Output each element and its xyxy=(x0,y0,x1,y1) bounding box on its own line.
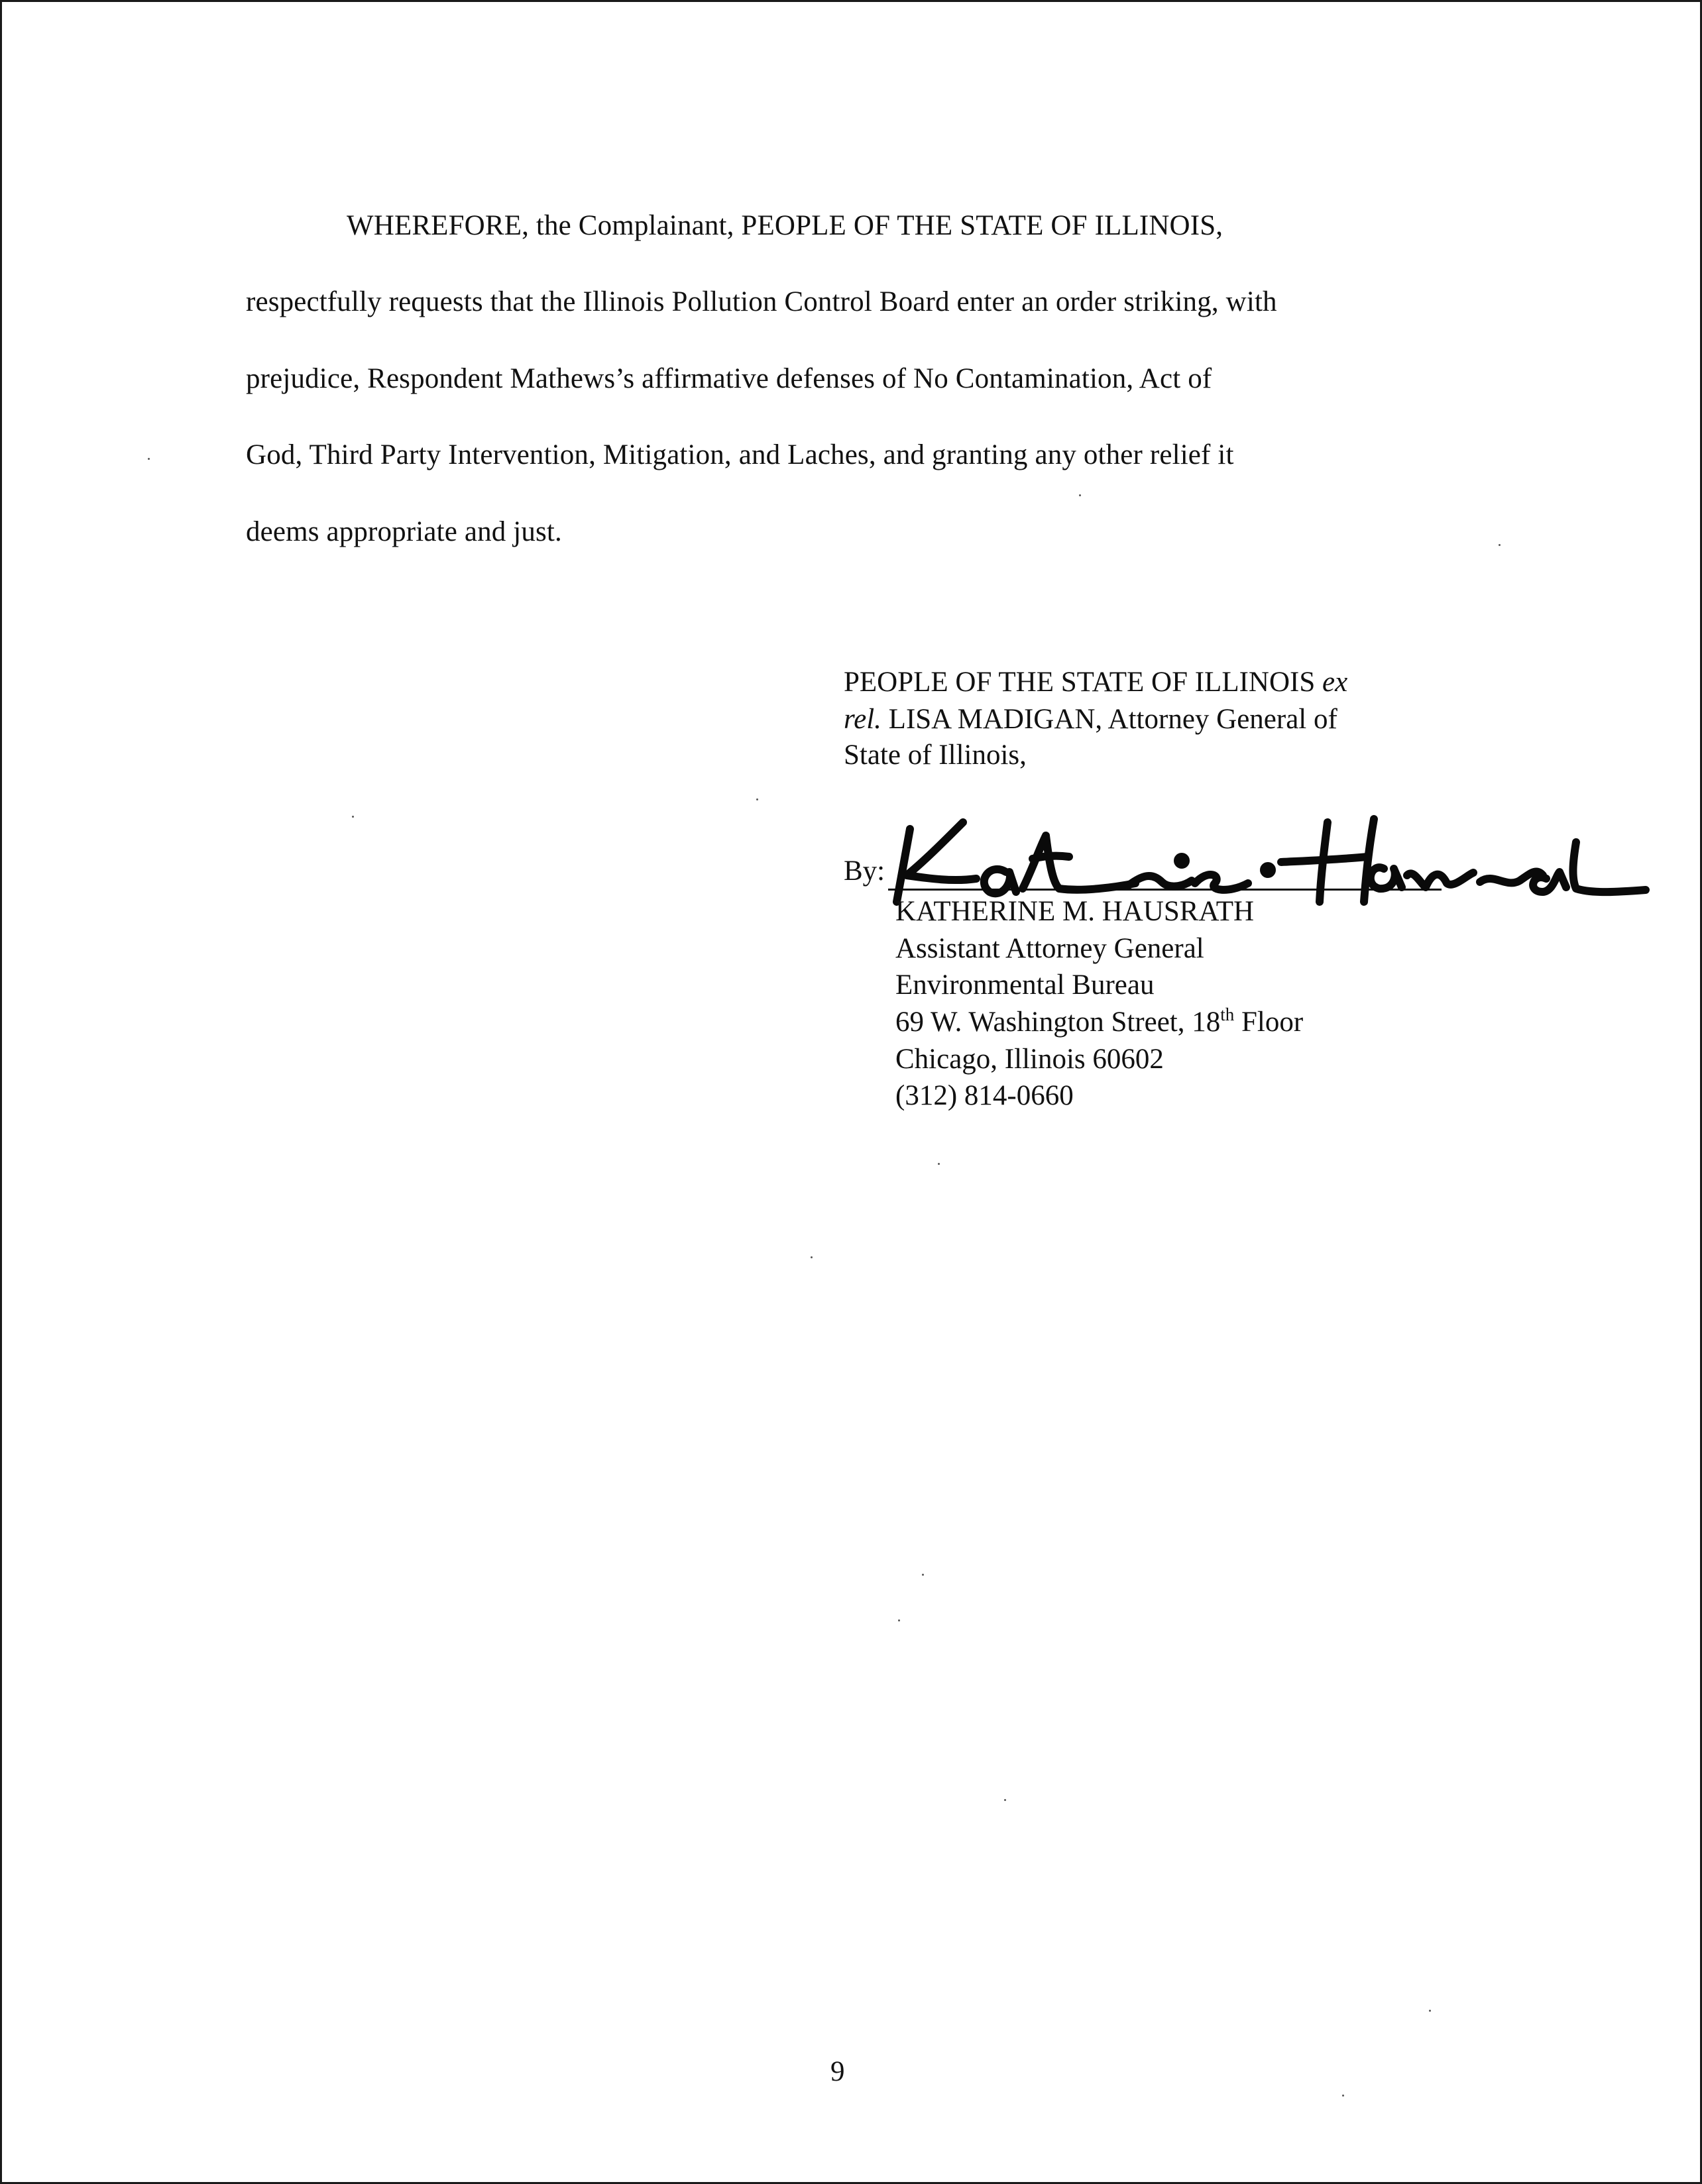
attorney-address xyxy=(895,1005,1304,1038)
body-line-4: God, Third Party Intervention, Mitigation, and Laches, and granting any other relief it xyxy=(246,439,1234,470)
party-line-3: State of Illinois, xyxy=(844,739,1027,771)
scan-speck xyxy=(1429,2010,1431,2012)
address-floor: Floor xyxy=(1234,1007,1304,1038)
attorney-city: Chicago, Illinois 60602 xyxy=(895,1044,1164,1075)
scan-speck xyxy=(922,1574,924,1576)
scan-speck xyxy=(898,1619,900,1621)
party-line-1-text: PEOPLE OF THE STATE OF ILLINOIS xyxy=(844,667,1322,698)
body-line-1: WHEREFORE, the Complainant, PEOPLE OF THE STATE OF ILLINOIS, xyxy=(347,210,1223,241)
by-label: By: xyxy=(844,855,885,887)
attorney-phone: (312) 814-0660 xyxy=(895,1080,1074,1111)
body-line-2: respectfully requests that the Illinois Pollution Control Board enter an order striking, with xyxy=(246,286,1277,317)
attorney-bureau: Environmental Bureau xyxy=(895,969,1155,1001)
address-ordinal: th xyxy=(1220,1005,1235,1024)
body-line-3: prejudice, Respondent Mathews’s affirmative defenses of No Contamination, Act of xyxy=(246,363,1212,394)
scan-speck xyxy=(148,458,150,460)
scan-speck xyxy=(1079,494,1081,496)
address-street: 69 W. Washington Street, 18 xyxy=(895,1007,1221,1038)
attorney-name: KATHERINE M. HAUSRATH xyxy=(895,896,1255,927)
party-line-2 xyxy=(844,705,1337,734)
scan-speck xyxy=(1004,1799,1006,1801)
scan-speck xyxy=(352,816,354,818)
page-number: 9 xyxy=(830,2056,845,2087)
scan-speck xyxy=(938,1163,940,1165)
party-line-2-text: LISA MADIGAN, Attorney General of xyxy=(881,704,1337,735)
handwritten-signature xyxy=(890,809,1652,908)
body-line-5: deems appropriate and just. xyxy=(246,516,562,547)
scan-speck xyxy=(811,1256,813,1258)
scan-speck xyxy=(1499,544,1501,546)
attorney-title: Assistant Attorney General xyxy=(895,933,1204,964)
party-line-1-italic: ex xyxy=(1322,667,1348,698)
scan-speck xyxy=(1342,2095,1344,2097)
party-line-1 xyxy=(844,668,1347,696)
party-line-2-italic: rel. xyxy=(844,704,881,735)
scan-speck xyxy=(756,798,758,800)
